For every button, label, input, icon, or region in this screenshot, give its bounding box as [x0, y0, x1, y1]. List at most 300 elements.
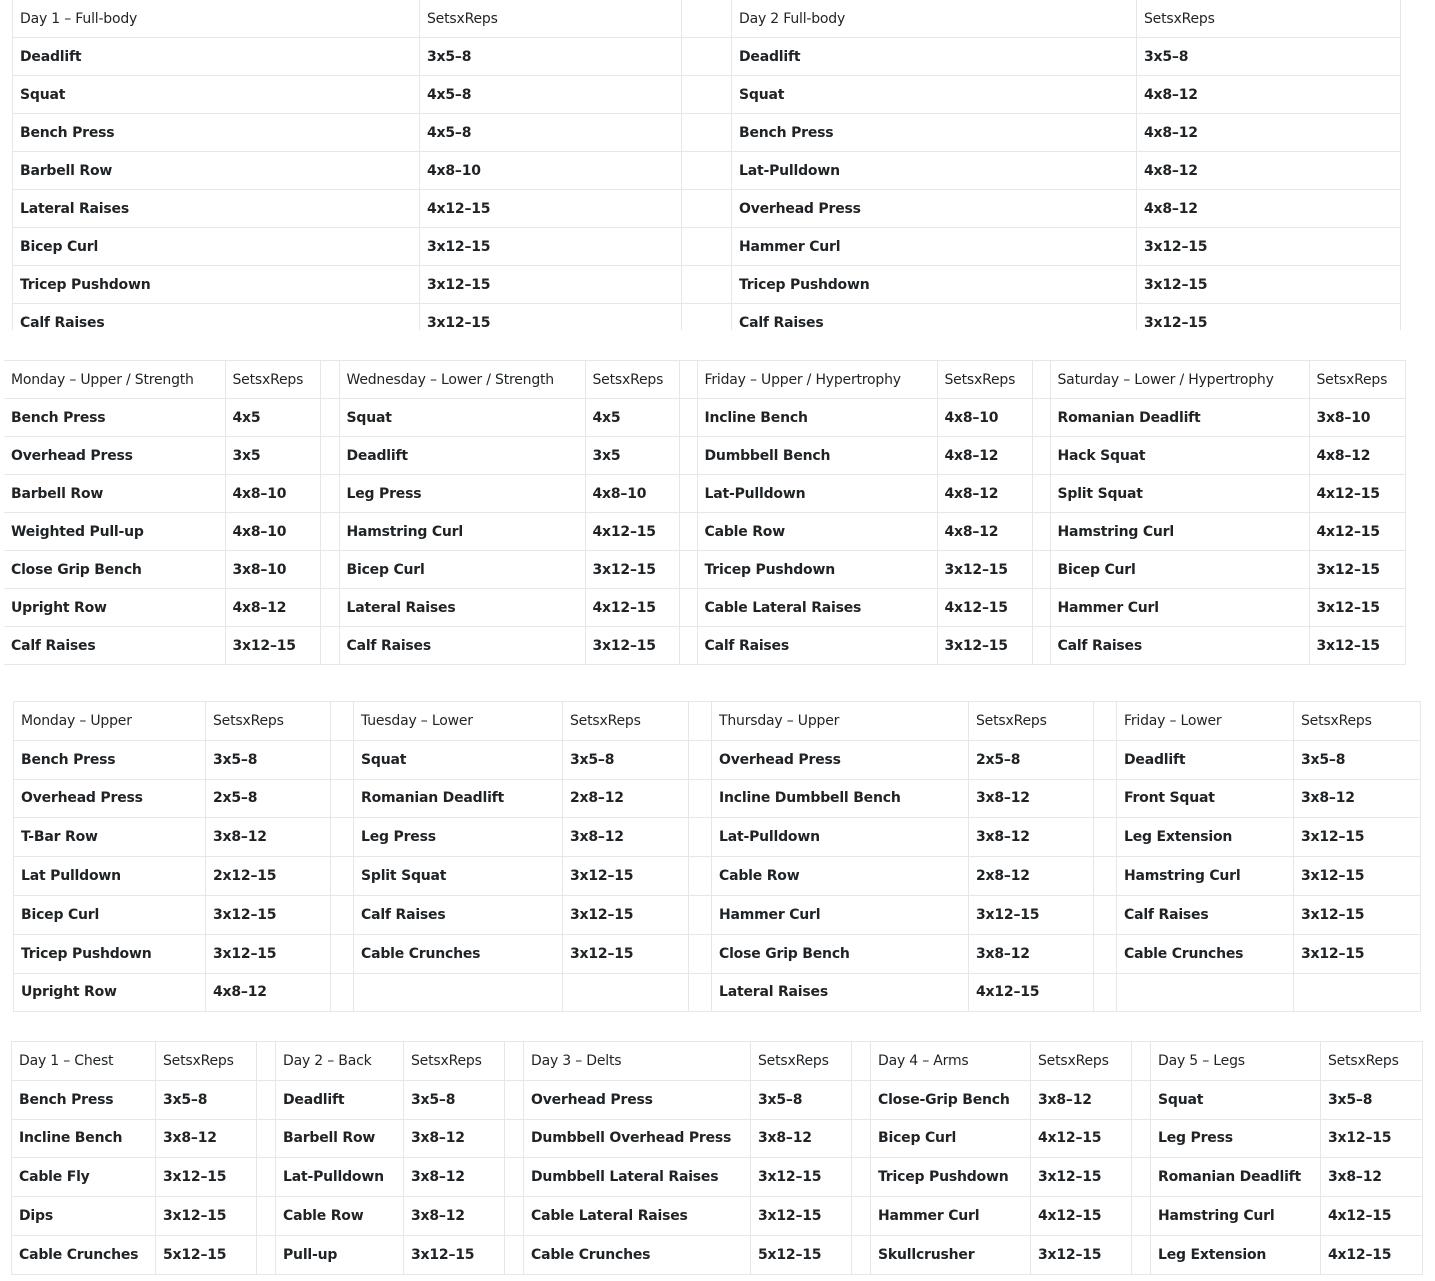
sets-reps-value: 2x5–8 — [969, 740, 1094, 779]
table-row — [12, 1119, 1423, 1158]
sets-reps-value: 5x12–15 — [156, 1235, 257, 1274]
column-spacer — [689, 702, 712, 741]
sets-reps-header: SetsxReps — [969, 702, 1094, 741]
sets-reps-value: 3x12–15 — [404, 1235, 505, 1274]
sets-reps-value: 4x8–12 — [1137, 114, 1401, 152]
sets-reps-value: 3x12–15 — [1309, 589, 1405, 627]
column-spacer — [1094, 779, 1117, 818]
sets-reps-value: 3x12–15 — [937, 627, 1032, 665]
sets-reps-value: 4x8–12 — [1137, 76, 1401, 114]
exercise-name: Squat — [339, 399, 585, 437]
exercise-name: Leg Press — [354, 818, 563, 857]
table-full-body-2day — [12, 0, 1401, 330]
day-title: Tuesday – Lower — [354, 702, 563, 741]
exercise-name: Tricep Pushdown — [732, 266, 1137, 304]
column-spacer — [1094, 740, 1117, 779]
sets-reps-value: 3x8–10 — [225, 551, 320, 589]
sets-reps-header: SetsxReps — [206, 702, 331, 741]
sets-reps-value: 2x5–8 — [206, 779, 331, 818]
sets-reps-value: 3x8–12 — [1321, 1158, 1423, 1197]
column-spacer — [679, 627, 697, 665]
sets-reps-value: 3x12–15 — [563, 857, 689, 896]
exercise-name: Split Squat — [1050, 475, 1309, 513]
exercise-name: Calf Raises — [339, 627, 585, 665]
exercise-name: Cable Row — [697, 513, 937, 551]
exercise-name: Calf Raises — [732, 304, 1137, 331]
table-upper-lower-4day — [13, 701, 1421, 1012]
table-row — [14, 973, 1421, 1012]
sets-reps-value: 3x12–15 — [1294, 818, 1421, 857]
column-spacer — [682, 152, 732, 190]
sets-reps-value: 3x8–12 — [969, 818, 1094, 857]
sets-reps-value: 4x12–15 — [1031, 1197, 1132, 1236]
column-spacer — [682, 38, 732, 76]
exercise-name: Leg Extension — [1151, 1235, 1321, 1274]
exercise-name: Cable Fly — [12, 1158, 156, 1197]
sets-reps-value: 3x5–8 — [751, 1080, 852, 1119]
sets-reps-value: 3x5–8 — [206, 740, 331, 779]
table-row — [4, 475, 1405, 513]
sets-reps-value: 4x12–15 — [1321, 1235, 1423, 1274]
column-spacer — [689, 818, 712, 857]
column-spacer — [320, 589, 339, 627]
sets-reps-value: 3x12–15 — [1309, 627, 1405, 665]
column-spacer — [679, 399, 697, 437]
exercise-name: Cable Lateral Raises — [697, 589, 937, 627]
column-spacer — [682, 228, 732, 266]
exercise-name: Bench Press — [13, 114, 420, 152]
exercise-name — [354, 973, 563, 1012]
exercise-name: Pull-up — [276, 1235, 404, 1274]
table-row — [13, 190, 1401, 228]
sets-reps-value: 3x12–15 — [156, 1197, 257, 1236]
table-row — [14, 934, 1421, 973]
exercise-name: Hammer Curl — [871, 1197, 1031, 1236]
column-spacer — [1132, 1235, 1151, 1274]
sets-reps-value: 3x8–12 — [404, 1197, 505, 1236]
exercise-name: Close Grip Bench — [712, 934, 969, 973]
column-spacer — [679, 551, 697, 589]
sets-reps-value: 4x12–15 — [937, 589, 1032, 627]
day-title: Day 5 – Legs — [1151, 1042, 1321, 1081]
sets-reps-value: 4x8–10 — [585, 475, 679, 513]
column-spacer — [1094, 934, 1117, 973]
exercise-name: Squat — [732, 76, 1137, 114]
sets-reps-value: 4x8–12 — [206, 973, 331, 1012]
day-title: Thursday – Upper — [712, 702, 969, 741]
day-title: Day 2 Full-body — [732, 0, 1137, 38]
table-row — [13, 304, 1401, 331]
sets-reps-value: 4x8–10 — [225, 475, 320, 513]
sets-reps-value: 3x12–15 — [206, 934, 331, 973]
table-row — [13, 76, 1401, 114]
table-row — [13, 38, 1401, 76]
exercise-name: Bicep Curl — [871, 1119, 1031, 1158]
table-row — [14, 779, 1421, 818]
exercise-name: Lateral Raises — [339, 589, 585, 627]
exercise-name: Tricep Pushdown — [13, 266, 420, 304]
sets-reps-value: 3x8–12 — [969, 779, 1094, 818]
table-row — [13, 266, 1401, 304]
exercise-name: Cable Crunches — [354, 934, 563, 973]
sets-reps-value: 3x5–8 — [1137, 38, 1401, 76]
sets-reps-value: 3x12–15 — [937, 551, 1032, 589]
exercise-name: Leg Extension — [1117, 818, 1294, 857]
column-spacer — [852, 1119, 871, 1158]
sets-reps-value: 3x12–15 — [1321, 1119, 1423, 1158]
sets-reps-value: 3x12–15 — [585, 627, 679, 665]
sets-reps-value: 4x12–15 — [969, 973, 1094, 1012]
table-row — [12, 1197, 1423, 1236]
table-row — [13, 114, 1401, 152]
sets-reps-value: 3x12–15 — [1294, 934, 1421, 973]
day-title: Wednesday – Lower / Strength — [339, 361, 585, 399]
exercise-name: Overhead Press — [732, 190, 1137, 228]
column-spacer — [505, 1042, 524, 1081]
column-spacer — [320, 551, 339, 589]
day-title: Day 4 – Arms — [871, 1042, 1031, 1081]
column-spacer — [331, 779, 354, 818]
sets-reps-value: 3x12–15 — [1137, 266, 1401, 304]
sets-reps-value: 4x8–10 — [937, 399, 1032, 437]
day-title: Monday – Upper / Strength — [4, 361, 225, 399]
table-header-row — [13, 0, 1401, 38]
column-spacer — [1132, 1197, 1151, 1236]
sets-reps-value: 3x12–15 — [751, 1158, 852, 1197]
sets-reps-value: 3x12–15 — [1137, 304, 1401, 331]
exercise-name: Calf Raises — [13, 304, 420, 331]
column-spacer — [505, 1119, 524, 1158]
column-spacer — [1094, 895, 1117, 934]
sets-reps-value: 4x5–8 — [420, 114, 682, 152]
sets-reps-value: 3x5 — [585, 437, 679, 475]
sets-reps-value: 3x5–8 — [1321, 1080, 1423, 1119]
exercise-name: Lateral Raises — [13, 190, 420, 228]
exercise-name: Hamstring Curl — [1050, 513, 1309, 551]
column-spacer — [689, 857, 712, 896]
sets-reps-header: SetsxReps — [751, 1042, 852, 1081]
sets-reps-value — [563, 973, 689, 1012]
exercise-name: Split Squat — [354, 857, 563, 896]
sets-reps-value: 4x8–12 — [937, 513, 1032, 551]
exercise-name: Cable Crunches — [524, 1235, 751, 1274]
day-title: Friday – Upper / Hypertrophy — [697, 361, 937, 399]
exercise-name: Overhead Press — [524, 1080, 751, 1119]
sets-reps-header: SetsxReps — [225, 361, 320, 399]
sets-reps-header: SetsxReps — [420, 0, 682, 38]
exercise-name: Cable Crunches — [1117, 934, 1294, 973]
column-spacer — [505, 1235, 524, 1274]
sets-reps-value: 3x5–8 — [404, 1080, 505, 1119]
exercise-name: Close Grip Bench — [4, 551, 225, 589]
exercise-name: Lat-Pulldown — [712, 818, 969, 857]
sets-reps-value: 3x12–15 — [1294, 895, 1421, 934]
day-title: Friday – Lower — [1117, 702, 1294, 741]
sets-reps-value: 3x8–12 — [969, 934, 1094, 973]
exercise-name: Bench Press — [12, 1080, 156, 1119]
exercise-name: Lat-Pulldown — [732, 152, 1137, 190]
exercise-name: Deadlift — [339, 437, 585, 475]
sets-reps-header: SetsxReps — [1309, 361, 1405, 399]
exercise-name: Upright Row — [14, 973, 206, 1012]
exercise-name: Bicep Curl — [13, 228, 420, 266]
column-spacer — [257, 1119, 276, 1158]
exercise-name: Lateral Raises — [712, 973, 969, 1012]
exercise-name: Bench Press — [4, 399, 225, 437]
table-row — [12, 1158, 1423, 1197]
exercise-name: Calf Raises — [1117, 895, 1294, 934]
column-spacer — [1094, 973, 1117, 1012]
sets-reps-value: 3x8–12 — [563, 818, 689, 857]
exercise-name: Cable Row — [276, 1197, 404, 1236]
column-spacer — [320, 437, 339, 475]
exercise-name: Tricep Pushdown — [697, 551, 937, 589]
sets-reps-value: 2x12–15 — [206, 857, 331, 896]
sets-reps-header: SetsxReps — [1031, 1042, 1132, 1081]
column-spacer — [679, 513, 697, 551]
sets-reps-value: 4x12–15 — [1321, 1197, 1423, 1236]
sets-reps-value: 3x8–12 — [404, 1119, 505, 1158]
table-row — [4, 513, 1405, 551]
sets-reps-value: 3x12–15 — [969, 895, 1094, 934]
exercise-name: Deadlift — [13, 38, 420, 76]
column-spacer — [682, 304, 732, 331]
table-row — [14, 895, 1421, 934]
column-spacer — [1132, 1119, 1151, 1158]
column-spacer — [1032, 589, 1050, 627]
sets-reps-value: 2x8–12 — [969, 857, 1094, 896]
sets-reps-value: 4x8–12 — [1137, 152, 1401, 190]
sets-reps-value: 4x12–15 — [420, 190, 682, 228]
column-spacer — [331, 895, 354, 934]
sets-reps-value: 5x12–15 — [751, 1235, 852, 1274]
table-row — [4, 551, 1405, 589]
sets-reps-value: 4x8–12 — [1137, 190, 1401, 228]
sets-reps-value: 3x12–15 — [751, 1197, 852, 1236]
column-spacer — [852, 1080, 871, 1119]
column-spacer — [1132, 1042, 1151, 1081]
column-spacer — [320, 627, 339, 665]
sets-reps-value: 3x12–15 — [1031, 1158, 1132, 1197]
column-spacer — [682, 0, 732, 38]
sets-reps-value: 3x12–15 — [563, 934, 689, 973]
column-spacer — [331, 702, 354, 741]
exercise-name: Bicep Curl — [1050, 551, 1309, 589]
exercise-name: Incline Dumbbell Bench — [712, 779, 969, 818]
exercise-name: Deadlift — [1117, 740, 1294, 779]
exercise-name: Cable Crunches — [12, 1235, 156, 1274]
exercise-name: Bicep Curl — [14, 895, 206, 934]
exercise-name: Overhead Press — [712, 740, 969, 779]
column-spacer — [257, 1197, 276, 1236]
sets-reps-value: 3x12–15 — [1137, 228, 1401, 266]
sets-reps-value: 3x12–15 — [206, 895, 331, 934]
exercise-name: Romanian Deadlift — [1050, 399, 1309, 437]
exercise-name: Squat — [354, 740, 563, 779]
sets-reps-value: 3x12–15 — [1294, 857, 1421, 896]
exercise-name: Hammer Curl — [732, 228, 1137, 266]
sets-reps-value: 4x8–10 — [225, 513, 320, 551]
column-spacer — [331, 857, 354, 896]
exercise-name: Calf Raises — [354, 895, 563, 934]
column-spacer — [331, 973, 354, 1012]
column-spacer — [852, 1235, 871, 1274]
sets-reps-header: SetsxReps — [563, 702, 689, 741]
sets-reps-header: SetsxReps — [937, 361, 1032, 399]
column-spacer — [1032, 399, 1050, 437]
sets-reps-value: 4x8–12 — [937, 475, 1032, 513]
sets-reps-value: 4x12–15 — [1309, 475, 1405, 513]
table-header-row — [4, 361, 1405, 399]
exercise-name: Tricep Pushdown — [871, 1158, 1031, 1197]
exercise-name: Squat — [13, 76, 420, 114]
column-spacer — [852, 1197, 871, 1236]
sets-reps-value: 2x8–12 — [563, 779, 689, 818]
exercise-name: Calf Raises — [697, 627, 937, 665]
exercise-name: Cable Row — [712, 857, 969, 896]
exercise-name: Squat — [1151, 1080, 1321, 1119]
column-spacer — [1032, 513, 1050, 551]
sets-reps-value: 3x12–15 — [1031, 1235, 1132, 1274]
column-spacer — [320, 475, 339, 513]
sets-reps-value: 3x8–12 — [1294, 779, 1421, 818]
sets-reps-value — [1294, 973, 1421, 1012]
exercise-name: Barbell Row — [4, 475, 225, 513]
sets-reps-value: 4x12–15 — [1309, 513, 1405, 551]
exercise-name: Hamstring Curl — [1151, 1197, 1321, 1236]
sets-reps-value: 3x8–12 — [751, 1119, 852, 1158]
day-title: Monday – Upper — [14, 702, 206, 741]
column-spacer — [689, 934, 712, 973]
exercise-name: Calf Raises — [1050, 627, 1309, 665]
column-spacer — [1094, 702, 1117, 741]
column-spacer — [1032, 361, 1050, 399]
table-row — [13, 228, 1401, 266]
column-spacer — [320, 361, 339, 399]
column-spacer — [852, 1042, 871, 1081]
exercise-name: Calf Raises — [4, 627, 225, 665]
day-title: Saturday – Lower / Hypertrophy — [1050, 361, 1309, 399]
sets-reps-value: 3x12–15 — [420, 228, 682, 266]
exercise-name: Incline Bench — [12, 1119, 156, 1158]
column-spacer — [331, 818, 354, 857]
exercise-name — [1117, 973, 1294, 1012]
column-spacer — [505, 1158, 524, 1197]
column-spacer — [682, 114, 732, 152]
sets-reps-value: 3x5 — [225, 437, 320, 475]
exercise-name: Hamstring Curl — [339, 513, 585, 551]
sets-reps-value: 3x12–15 — [420, 266, 682, 304]
column-spacer — [257, 1158, 276, 1197]
sets-reps-value: 4x12–15 — [585, 513, 679, 551]
column-spacer — [689, 895, 712, 934]
sets-reps-value: 4x8–10 — [420, 152, 682, 190]
table-row — [12, 1080, 1423, 1119]
column-spacer — [1094, 857, 1117, 896]
exercise-name: Dumbbell Overhead Press — [524, 1119, 751, 1158]
sets-reps-value: 3x12–15 — [1309, 551, 1405, 589]
exercise-name: Hamstring Curl — [1117, 857, 1294, 896]
column-spacer — [679, 437, 697, 475]
table-row — [14, 740, 1421, 779]
sets-reps-value: 3x5–8 — [420, 38, 682, 76]
column-spacer — [1032, 551, 1050, 589]
exercise-name: Romanian Deadlift — [1151, 1158, 1321, 1197]
sets-reps-value: 3x12–15 — [585, 551, 679, 589]
exercise-name: Bicep Curl — [339, 551, 585, 589]
sets-reps-header: SetsxReps — [156, 1042, 257, 1081]
table-header-row — [14, 702, 1421, 741]
exercise-name: Barbell Row — [13, 152, 420, 190]
sets-reps-value: 4x8–12 — [937, 437, 1032, 475]
column-spacer — [1032, 627, 1050, 665]
sets-reps-value: 3x8–12 — [1031, 1080, 1132, 1119]
exercise-name: Cable Lateral Raises — [524, 1197, 751, 1236]
column-spacer — [505, 1080, 524, 1119]
exercise-name: Overhead Press — [14, 779, 206, 818]
column-spacer — [1132, 1080, 1151, 1119]
exercise-name: Skullcrusher — [871, 1235, 1031, 1274]
exercise-name: Romanian Deadlift — [354, 779, 563, 818]
table-bro-split-5day — [11, 1041, 1423, 1275]
exercise-name: Deadlift — [732, 38, 1137, 76]
sets-reps-value: 3x12–15 — [225, 627, 320, 665]
table-row — [4, 589, 1405, 627]
exercise-name: Close-Grip Bench — [871, 1080, 1031, 1119]
table-row — [14, 818, 1421, 857]
column-spacer — [1132, 1158, 1151, 1197]
table-row — [12, 1235, 1423, 1274]
exercise-name: Dips — [12, 1197, 156, 1236]
exercise-name: Bench Press — [14, 740, 206, 779]
sets-reps-value: 3x12–15 — [420, 304, 682, 331]
column-spacer — [320, 399, 339, 437]
exercise-name: Overhead Press — [4, 437, 225, 475]
column-spacer — [257, 1042, 276, 1081]
exercise-name: Barbell Row — [276, 1119, 404, 1158]
sets-reps-value: 4x5 — [225, 399, 320, 437]
sets-reps-header: SetsxReps — [585, 361, 679, 399]
column-spacer — [505, 1197, 524, 1236]
exercise-name: Lat-Pulldown — [697, 475, 937, 513]
exercise-name: Leg Press — [339, 475, 585, 513]
exercise-name: Hack Squat — [1050, 437, 1309, 475]
table-row — [4, 399, 1405, 437]
sets-reps-value: 4x5–8 — [420, 76, 682, 114]
exercise-name: Incline Bench — [697, 399, 937, 437]
sets-reps-value: 3x8–12 — [404, 1158, 505, 1197]
exercise-name: Dumbbell Bench — [697, 437, 937, 475]
day-title: Day 1 – Chest — [12, 1042, 156, 1081]
exercise-name: Lat Pulldown — [14, 857, 206, 896]
column-spacer — [331, 740, 354, 779]
sets-reps-value: 3x12–15 — [563, 895, 689, 934]
sets-reps-value: 3x12–15 — [156, 1158, 257, 1197]
column-spacer — [320, 513, 339, 551]
exercise-name: Upright Row — [4, 589, 225, 627]
table-row — [4, 437, 1405, 475]
sets-reps-header: SetsxReps — [404, 1042, 505, 1081]
column-spacer — [1032, 437, 1050, 475]
sets-reps-value: 3x5–8 — [1294, 740, 1421, 779]
table-header-row — [12, 1042, 1423, 1081]
table-row — [13, 152, 1401, 190]
exercise-name: Front Squat — [1117, 779, 1294, 818]
column-spacer — [679, 361, 697, 399]
table-row — [4, 627, 1405, 665]
exercise-name: Deadlift — [276, 1080, 404, 1119]
column-spacer — [1094, 818, 1117, 857]
